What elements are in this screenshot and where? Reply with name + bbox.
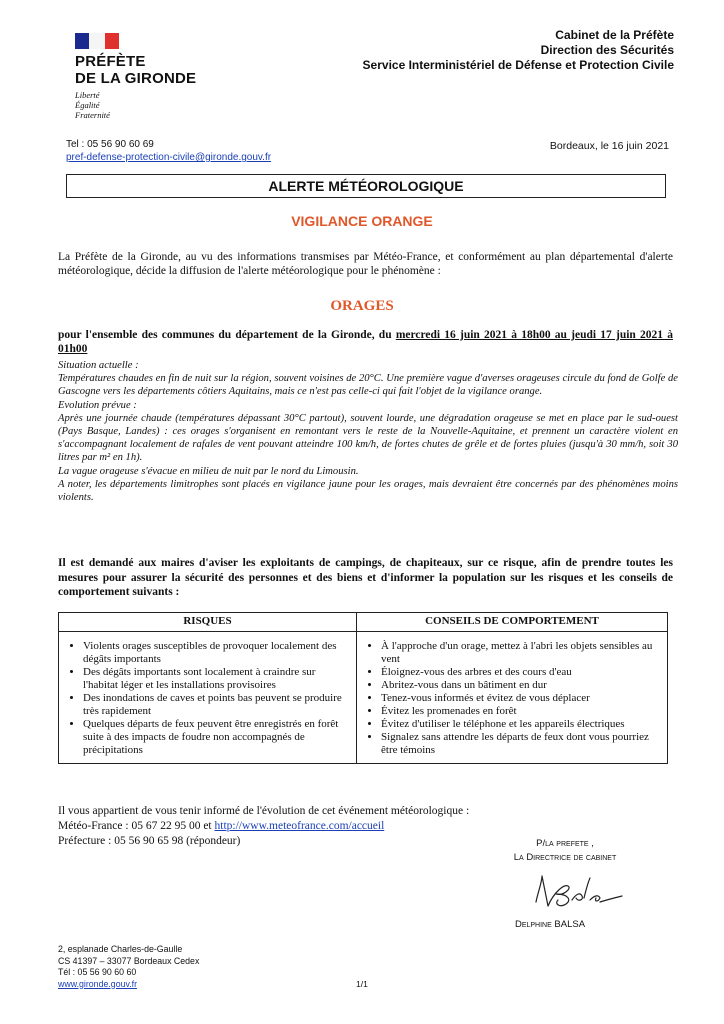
evolution-label: Evolution prévue :	[58, 399, 137, 411]
risks-list	[69, 640, 352, 757]
signature-line2: La Directrice de cabinet	[513, 852, 617, 863]
footer-phone: Tél : 05 56 90 60 60	[58, 967, 137, 977]
list-item: • Tenez-vous informés et évitez de vous déplacer	[381, 692, 663, 705]
address-line1: 2, esplanade Charles-de-Gaulle	[58, 944, 183, 954]
marianne-logo	[75, 33, 119, 49]
table-header-row	[59, 613, 668, 632]
motto-fraternite: Fraternité	[75, 110, 110, 120]
period-paragraph	[58, 328, 673, 356]
motto-egalite: Égalité	[75, 100, 100, 110]
handwritten-signature	[528, 872, 628, 912]
vigilance-level: VIGILANCE ORANGE	[291, 213, 433, 229]
period-prefix: pour l'ensemble des communes du département de la Gironde, du	[58, 329, 396, 341]
phenomenon-title: ORAGES	[330, 298, 394, 314]
risks-cell	[59, 632, 357, 764]
flag-white-band	[89, 33, 105, 49]
forecast-details	[58, 359, 678, 504]
list-item: • Évitez les promenades en forêt	[381, 705, 663, 718]
note-text: A noter, les départements limitrophes sont placés en vigilance jaune pour les orages, mais devraient être concernés par des phénomènes moins violents.	[58, 478, 678, 504]
address-line2: CS 41397 – 33077 Bordeaux Cedex	[58, 955, 200, 966]
list-item: • Évitez d'utiliser le téléphone et les appareils électriques	[381, 718, 663, 731]
list-item: • À l'approche d'un orage, mettez à l'abri les objets sensibles au vent	[381, 640, 663, 666]
motto-liberte: Liberté	[75, 90, 100, 100]
advice-cell	[357, 632, 668, 764]
service-line: Service Interministériel de Défense et Protection Civile	[362, 58, 674, 72]
email-link[interactable]: pref-defense-protection-civile@gironde.gouv.fr	[66, 152, 272, 163]
meteo-prefix: Météo-France : 05 67 22 95 00 et	[58, 820, 215, 832]
mayor-request: Il est demandé aux maires d'aviser les exploitants de campings, de chapiteaux, sur ce risque, afin de prendre toutes les mesures pour assurer la sécurité des personnes et des biens et d'informer la population sur les risques et les conseils de comportement suivants :	[58, 557, 673, 598]
alert-title: ALERTE MÉTÉOROLOGIQUE	[66, 174, 666, 198]
list-item: • Quelques départs de feux peuvent être enregistrés en forêt suite à des impacts de foudre non accompagnés de précipitations	[83, 718, 352, 757]
flag-blue-band	[75, 33, 89, 49]
republic-motto	[75, 90, 110, 120]
list-item: • Des inondations de caves et points bas peuvent se produire très rapidement	[83, 692, 352, 718]
evacuation-text: La vague orageuse s'évacue en milieu de nuit par le nord du Limousin.	[58, 465, 359, 477]
list-item: • Signalez sans attendre les départs de feux dont vous pourriez être témoins	[381, 731, 663, 757]
signature-block	[490, 837, 640, 865]
situation-text: Températures chaudes en fin de nuit sur la région, souvent voisines de 20°C. Une première vague d'averses orageuses circule du fond de Golfe de Gascogne vers les départements côtiers Aquitains, mais ce n'est pas celle-ci qui fait l'objet de la vigilance orange.	[58, 373, 678, 398]
document-date: Bordeaux, le 16 juin 2021	[549, 140, 669, 152]
issuer-block	[363, 28, 674, 73]
list-item: • Éloignez-vous des arbres et des cours d'eau	[381, 666, 663, 679]
list-item: • Des dégâts importants sont localement à craindre sur l'habitat léger et les installations provisoires	[83, 666, 352, 692]
risks-header: RISQUES	[59, 613, 357, 632]
contact-block	[66, 138, 271, 164]
evolution-text: Après une journée chaude (températures dépassant 30°C partout), souvent lourde, une dégradation orageuse se met en place par le sud-ouest (Pays Basque, Landes) : ces orages s'organisent en remontant vers le reste de la Nouvelle-Aquitaine, et prennent un caractère violent en s'accompagnant localement de rafales de vent pouvant atteindre 100 km/h, de fortes chutes de grêle et de fortes pluies (jusqu'à 30 mm/h, soit 30 litres par m² en 1h).	[58, 412, 678, 464]
advice-list	[367, 640, 663, 757]
table-row	[59, 632, 668, 764]
cabinet-line: Cabinet de la Préfète	[555, 28, 674, 42]
list-item: • Violents orages susceptibles de provoquer localement des dégâts importants	[83, 640, 352, 666]
info-line: Il vous appartient de vous tenir informé de l'évolution de cet événement météorologique :	[58, 805, 470, 817]
risks-advice-table	[58, 612, 668, 764]
prefecture-line: Préfecture : 05 56 90 65 98 (répondeur)	[58, 835, 241, 847]
phone-number: Tel : 05 56 90 60 69	[66, 139, 154, 150]
prefecture-name	[75, 53, 196, 87]
advice-header: CONSEILS DE COMPORTEMENT	[357, 613, 668, 632]
prefecture-line2: DE LA GIRONDE	[75, 70, 197, 87]
signature-line1: P/la prefete ,	[536, 838, 594, 849]
footer-address	[58, 944, 199, 990]
meteo-line	[58, 819, 618, 834]
list-item: • Abritez-vous dans un bâtiment en dur	[381, 679, 663, 692]
flag-red-band	[105, 33, 119, 49]
page-number: 1/1	[356, 979, 368, 989]
website-link[interactable]: www.gironde.gouv.fr	[58, 978, 138, 989]
period-dates: mercredi 16 juin 2021 à 18h00 au jeudi 17 juin 2021 à 01h00	[58, 329, 673, 355]
direction-line: Direction des Sécurités	[540, 43, 674, 57]
intro-paragraph: La Préfète de la Gironde, au vu des informations transmises par Météo-France, et conformément au plan départemental d'alerte météorologique, décide la diffusion de l'alerte météorologique pour le phénomène :	[58, 251, 673, 277]
situation-label: Situation actuelle :	[58, 360, 139, 371]
signatory-name: Delphine BALSA	[514, 919, 586, 930]
prefecture-line1: PRÉFÈTE	[75, 53, 146, 70]
meteofrance-link[interactable]: http://www.meteofrance.com/accueil	[214, 820, 385, 832]
